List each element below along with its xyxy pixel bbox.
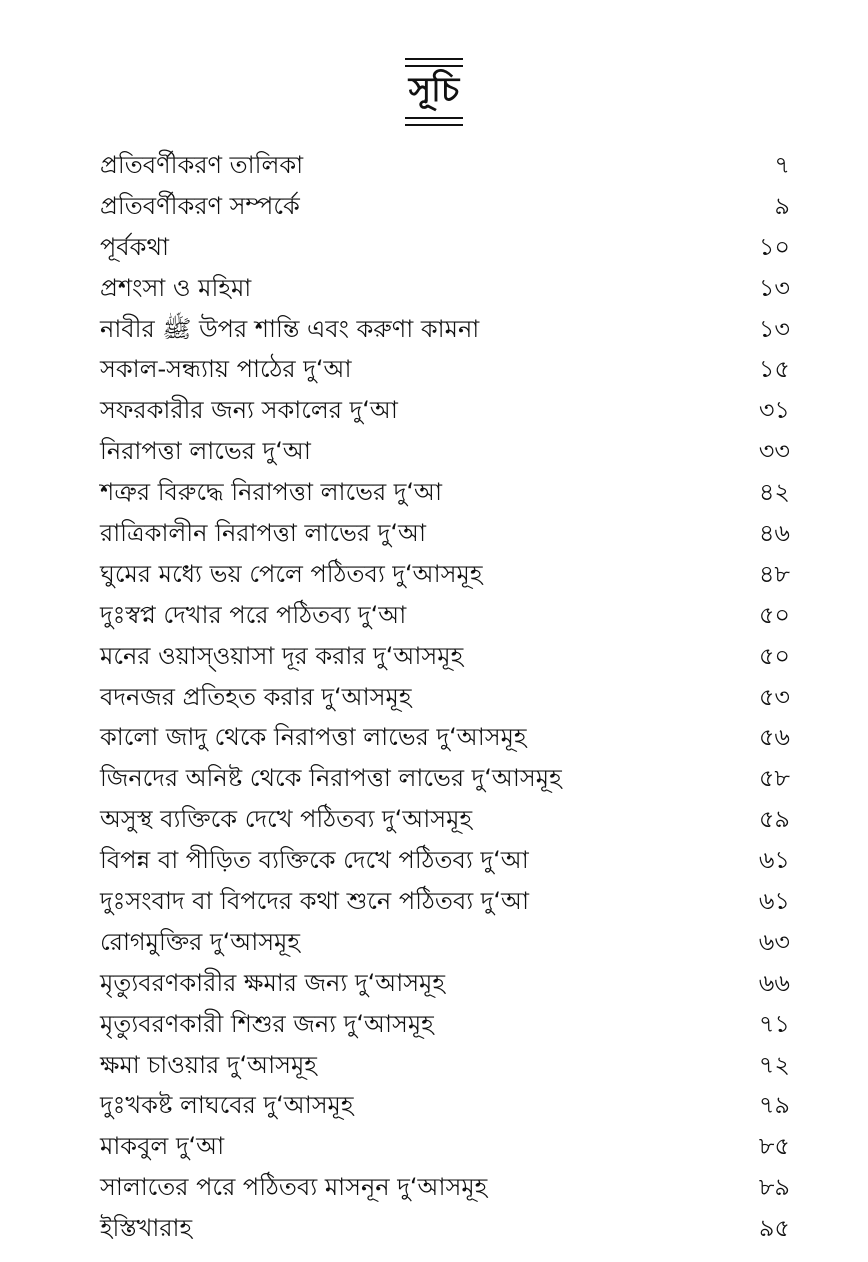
toc-entry-title: ইস্তিখারাহ <box>100 1214 193 1243</box>
toc-entry[interactable] <box>100 840 790 881</box>
toc-entry[interactable] <box>100 1167 790 1208</box>
table-of-contents <box>100 145 790 1249</box>
toc-entry-page: ৯ <box>774 191 790 220</box>
title-bottom-rule <box>405 117 464 126</box>
toc-entry-page: ৭১ <box>758 1009 790 1038</box>
toc-entry-title: অসুস্থ ব্যক্তিকে দেখে পঠিতব্য দু‘আসমূহ <box>100 805 473 834</box>
toc-entry[interactable] <box>100 513 790 554</box>
toc-entry-page: ১০ <box>758 232 790 261</box>
toc-entry-page: ৪৮ <box>758 559 790 588</box>
toc-entry-page: ৪২ <box>758 478 790 507</box>
toc-entry-title: জিনদের অনিষ্ট থেকে নিরাপত্তা লাভের দু‘আসমূহ <box>100 764 562 793</box>
toc-entry-title: নাবীর ﷺ উপর শান্তি এবং করুণা কামনা <box>100 314 480 343</box>
toc-entry[interactable] <box>100 472 790 513</box>
toc-entry-title: মৃত্যুবরণকারীর ক্ষমার জন্য দু‘আসমূহ <box>100 968 445 997</box>
toc-entry-page: ১৫ <box>758 355 790 384</box>
title-top-rule <box>405 58 464 67</box>
toc-entry-page: ৭৯ <box>758 1091 790 1120</box>
toc-entry[interactable] <box>100 717 790 758</box>
toc-entry[interactable] <box>100 922 790 963</box>
toc-entry-title: প্রশংসা ও মহিমা <box>100 273 252 302</box>
toc-entry-title: দুঃস্বপ্ন দেখার পরে পঠিতব্য দু‘আ <box>100 600 407 629</box>
page-title: সূচি <box>408 70 460 110</box>
toc-entry-page: ১৩ <box>758 314 790 343</box>
toc-entry[interactable] <box>100 309 790 350</box>
toc-entry-title: পূর্বকথা <box>100 232 169 261</box>
toc-entry[interactable] <box>100 1126 790 1167</box>
toc-entry[interactable] <box>100 595 790 636</box>
toc-entry-page: ৬১ <box>758 887 790 916</box>
toc-entry-page: ৫৮ <box>758 764 790 793</box>
toc-entry-page: ৭ <box>774 151 790 179</box>
toc-entry[interactable] <box>100 1085 790 1126</box>
toc-entry[interactable] <box>100 268 790 309</box>
toc-entry-page: ৫৩ <box>758 682 790 711</box>
toc-entry[interactable] <box>100 186 790 227</box>
toc-entry-title: দুঃখকষ্ট লাঘবের দু‘আসমূহ <box>100 1091 354 1120</box>
toc-entry-title: সফরকারীর জন্য সকালের দু‘আ <box>100 396 398 425</box>
toc-entry[interactable] <box>100 677 790 718</box>
toc-entry[interactable] <box>100 554 790 595</box>
title-frame <box>405 58 464 118</box>
toc-entry-page: ৮৫ <box>758 1132 790 1161</box>
toc-entry-page: ৫০ <box>758 641 790 670</box>
toc-entry-title: ক্ষমা চাওয়ার দু‘আসমূহ <box>100 1050 317 1079</box>
toc-entry[interactable] <box>100 431 790 472</box>
toc-entry-title: দুঃসংবাদ বা বিপদের কথা শুনে পঠিতব্য দু‘আ <box>100 887 530 916</box>
toc-entry-title: সকাল-সন্ধ্যায় পাঠের দু‘আ <box>100 355 352 384</box>
toc-entry[interactable] <box>100 1208 790 1249</box>
title-block <box>0 58 868 118</box>
toc-entry[interactable] <box>100 349 790 390</box>
toc-entry-page: ৬১ <box>758 846 790 875</box>
toc-entry-page: ৪৬ <box>758 519 790 548</box>
toc-entry-page: ১৩ <box>758 273 790 302</box>
toc-entry[interactable] <box>100 881 790 922</box>
toc-entry[interactable] <box>100 636 790 677</box>
toc-entry-title: মাকবুল দু‘আ <box>100 1132 225 1161</box>
toc-entry-title: রোগমুক্তির দু‘আসমূহ <box>100 927 300 956</box>
toc-entry-title: মৃত্যুবরণকারী শিশুর জন্য দু‘আসমূহ <box>100 1009 434 1038</box>
toc-entry-title: বদনজর প্রতিহত করার দু‘আসমূহ <box>100 682 412 711</box>
toc-entry[interactable] <box>100 758 790 799</box>
toc-entry-page: ৬৬ <box>758 968 790 997</box>
toc-entry-page: ৫০ <box>758 600 790 629</box>
toc-entry-title: ঘুমের মধ্যে ভয় পেলে পঠিতব্য দু‘আসমূহ <box>100 559 483 588</box>
toc-entry-page: ৫৬ <box>758 723 790 752</box>
toc-entry-page: ৩৩ <box>758 437 790 466</box>
toc-entry[interactable] <box>100 145 790 186</box>
toc-entry[interactable] <box>100 799 790 840</box>
toc-entry-title: প্রতিবর্ণীকরণ সম্পর্কে <box>100 191 300 220</box>
toc-entry-page: ৬৩ <box>758 927 790 956</box>
toc-entry-page: ৩১ <box>758 396 790 425</box>
toc-entry-title: নিরাপত্তা লাভের দু‘আ <box>100 437 311 466</box>
toc-entry-title: শত্রুর বিরুদ্ধে নিরাপত্তা লাভের দু‘আ <box>100 478 443 507</box>
toc-entry-page: ৯৫ <box>758 1214 790 1243</box>
toc-entry-title: প্রতিবর্ণীকরণ তালিকা <box>100 151 304 179</box>
toc-entry-page: ৭২ <box>758 1050 790 1079</box>
toc-entry-page: ৫৯ <box>758 805 790 834</box>
toc-entry-title: কালো জাদু থেকে নিরাপত্তা লাভের দু‘আসমূহ <box>100 723 527 752</box>
toc-entry-title: বিপন্ন বা পীড়িত ব্যক্তিকে দেখে পঠিতব্য দু‘আ <box>100 846 529 875</box>
toc-entry-title: মনের ওয়াস্‌ওয়াসা দূর করার দু‘আসমূহ <box>100 641 464 670</box>
toc-entry[interactable] <box>100 227 790 268</box>
toc-entry[interactable] <box>100 390 790 431</box>
toc-entry[interactable] <box>100 1004 790 1045</box>
toc-entry[interactable] <box>100 963 790 1004</box>
toc-entry[interactable] <box>100 1045 790 1086</box>
toc-entry-title: সালাতের পরে পঠিতব্য মাসনূন দু‘আসমূহ <box>100 1173 488 1202</box>
toc-entry-page: ৮৯ <box>758 1173 790 1202</box>
toc-entry-title: রাত্রিকালীন নিরাপত্তা লাভের দু‘আ <box>100 519 426 548</box>
